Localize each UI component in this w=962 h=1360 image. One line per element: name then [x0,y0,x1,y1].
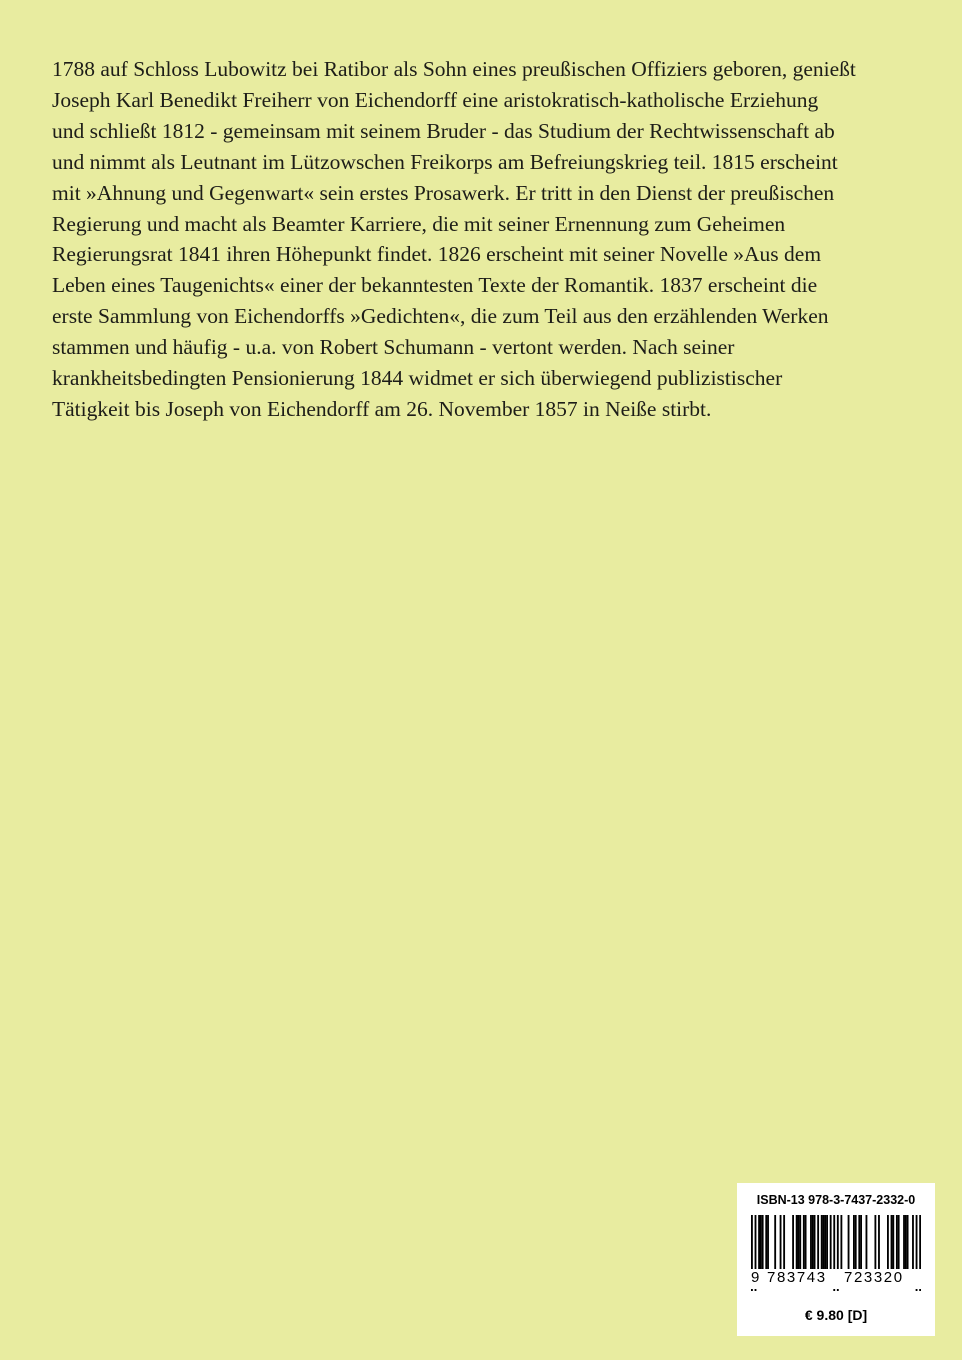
barcode-bar [799,1215,801,1269]
barcode-bar [805,1215,807,1269]
blurb-line: Regierung und macht als Beamter Karriere, die mit seiner Ernennung zum Geheimen [52,211,786,236]
barcode-bar [853,1215,855,1269]
barcode-bar [817,1215,819,1269]
barcode-bar [814,1215,816,1269]
barcode-bar [796,1215,798,1269]
barcode-bar [858,1215,860,1269]
blurb-line: erste Sammlung von Eichendorffs »Gedichten«, die zum Teil aus den erzählenden Werken [52,304,829,329]
barcode-bar [767,1215,769,1269]
blurb-line: krankheitsbedingten Pensionierung 1844 widmet er sich überwiegend publizistischer [52,366,783,391]
blurb-line: Tätigkeit bis Joseph von Eichendorff am 26. November 1857 in Neiße stirbt. [52,396,712,421]
barcode-bar [830,1215,832,1269]
barcode-bar [760,1215,762,1269]
blurb-line: und schließt 1812 - gemeinsam mit seinem Bruder - das Studium der Rechtwissenschaft ab [52,118,835,143]
back-cover-blurb [52,54,904,425]
barcode-bar [798,1215,800,1269]
barcode-bar [860,1215,862,1269]
barcode-digits [751,1269,921,1289]
barcode-digits-right: 723320 [844,1269,904,1286]
barcode-bar [762,1215,764,1269]
barcode-bar [792,1215,794,1269]
barcode-bar [783,1215,785,1269]
barcode-bar [855,1215,857,1269]
barcode-bar [878,1215,880,1269]
barcode-bar [840,1215,842,1269]
barcode-bar [866,1215,868,1269]
barcode-digit-first: 9 [751,1269,760,1286]
barcode-bar [826,1215,828,1269]
barcode-bar [812,1215,814,1269]
barcode-bar [907,1215,909,1269]
blurb-line: mit »Ahnung und Gegenwart« sein erstes Prosawerk. Er tritt in den Dienst der preußischen [52,180,835,205]
blurb-line: Joseph Karl Benedikt Freiherr von Eichendorff eine aristokratisch-katholische Erziehung [52,87,819,112]
barcode-bar [896,1215,898,1269]
barcode-bar [821,1215,823,1269]
barcode-bar [823,1215,825,1269]
barcode-bar [765,1215,767,1269]
barcode-bar [774,1215,776,1269]
barcode-bar [892,1215,894,1269]
barcode-bar [780,1215,782,1269]
blurb-line: Leben eines Taugenichts« einer der bekanntesten Texte der Romantik. 1837 erscheint die [52,273,818,298]
barcode-bar [874,1215,876,1269]
barcode-bar [810,1215,812,1269]
price-label: € 9.80 [D] [804,1307,868,1323]
blurb-line: 1788 auf Schloss Lubowitz bei Ratibor als Sohn eines preußischen Offiziers geboren, genießt [52,57,856,81]
blurb-line: stammen und häufig - u.a. von Robert Schumann - vertont werden. Nach seiner [52,335,735,360]
barcode-bar [912,1215,914,1269]
barcode-bar [898,1215,900,1269]
barcode-bar [803,1215,805,1269]
barcode-bar [891,1215,893,1269]
isbn-label: ISBN-13 978-3-7437-2332-0 [756,1193,916,1207]
blurb-line: Regierungsrat 1841 ihren Höhepunkt findet. 1826 erscheint mit seiner Novelle »Aus dem [52,242,822,267]
blurb-line: und nimmt als Leutnant im Lützowschen Freikorps am Befreiungskrieg teil. 1815 erscheint [52,149,838,174]
barcode-bar [848,1215,850,1269]
barcode-bar [905,1215,907,1269]
isbn-barcode-panel [737,1183,935,1336]
barcode-bar [824,1215,826,1269]
barcode-bar [887,1215,889,1269]
barcode-bar [903,1215,905,1269]
barcode-digits-left: 783743 [767,1269,827,1286]
barcode-bar [758,1215,760,1269]
